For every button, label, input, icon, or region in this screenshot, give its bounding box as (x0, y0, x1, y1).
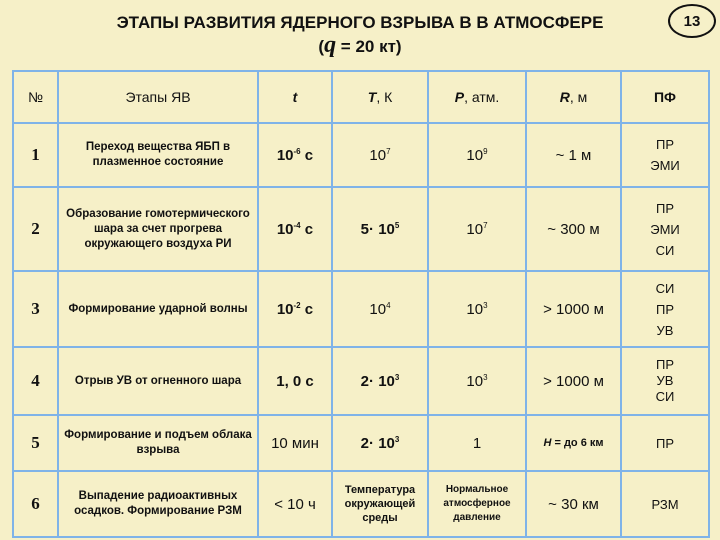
header-stage: Этапы ЯВ (58, 71, 258, 123)
row-pressure: 1 (428, 415, 526, 471)
table-row (13, 415, 709, 471)
row-temperature: $5\cdot 10^5$ (332, 187, 428, 271)
header-damage-factors: ПФ (621, 71, 709, 123)
header-pressure: P, атм. (428, 71, 526, 123)
row-time: $10^{-4}$ с (258, 187, 332, 271)
title-line-1: ЭТАПЫ РАЗВИТИЯ ЯДЕРНОГО ВЗРЫВА В В АТМОСФЕРЕ (116, 13, 604, 32)
row-time: $10^{-6}$ с (258, 123, 332, 187)
row-damage-factors: ПР ЭМИ (621, 123, 709, 187)
header-num: № (13, 71, 58, 123)
table-header-row (13, 71, 709, 123)
row-pressure: $10^9$ (428, 123, 526, 187)
table-row (13, 271, 709, 347)
row-damage-factors: ПР (621, 415, 709, 471)
table-row (13, 471, 709, 537)
table-row (13, 187, 709, 271)
row-stage: Выпадение радиоактивных осадков. Формирование РЗМ (58, 471, 258, 537)
row-radius: ~ 1 м (526, 123, 621, 187)
table-row (13, 123, 709, 187)
row-pressure: Нормальное атмосферное давление (428, 471, 526, 537)
page-title (60, 12, 660, 58)
row-stage: Образование гомотермического шара за счет прогрева окружающего воздуха РИ (58, 187, 258, 271)
page-number-badge: 13 (668, 4, 716, 38)
row-damage-factors: ПР ЭМИ СИ (621, 187, 709, 271)
row-stage: Отрыв УВ от огненного шара (58, 347, 258, 415)
row-damage-factors: РЗМ (621, 471, 709, 537)
row-temperature: Температура окружающей среды (332, 471, 428, 537)
header-temperature: T, К (332, 71, 428, 123)
row-num: 6 (13, 471, 58, 537)
row-stage: Формирование и подъем облака взрыва (58, 415, 258, 471)
row-radius: > 1000 м (526, 347, 621, 415)
row-stage: Переход вещества ЯБП в плазменное состояние (58, 123, 258, 187)
row-temperature: $2\cdot 10^3$ (332, 415, 428, 471)
row-num: 5 (13, 415, 58, 471)
header-radius: R, м (526, 71, 621, 123)
table-row (13, 347, 709, 415)
row-radius: ~ 30 км (526, 471, 621, 537)
row-time: 1, 0 с (258, 347, 332, 415)
row-radius: ~ 300 м (526, 187, 621, 271)
row-temperature: $10^4$ (332, 271, 428, 347)
title-line-2: (q = 20 кт) (318, 32, 402, 58)
row-time: $10^{-2}$ с (258, 271, 332, 347)
row-stage: Формирование ударной волны (58, 271, 258, 347)
row-radius: H = до 6 км (526, 415, 621, 471)
yield-symbol: q (324, 32, 337, 58)
row-temperature: $10^7$ (332, 123, 428, 187)
row-damage-factors: ПР УВ СИ (621, 347, 709, 415)
row-time: < 10 ч (258, 471, 332, 537)
explosion-stages-table (12, 70, 710, 538)
header-time: t (258, 71, 332, 123)
row-time: 10 мин (258, 415, 332, 471)
row-num: 3 (13, 271, 58, 347)
row-num: 4 (13, 347, 58, 415)
row-damage-factors: СИ ПР УВ (621, 271, 709, 347)
row-num: 1 (13, 123, 58, 187)
row-pressure: $10^3$ (428, 271, 526, 347)
row-pressure: $10^3$ (428, 347, 526, 415)
row-num: 2 (13, 187, 58, 271)
row-temperature: $2\cdot 10^3$ (332, 347, 428, 415)
row-radius: > 1000 м (526, 271, 621, 347)
row-pressure: $10^7$ (428, 187, 526, 271)
